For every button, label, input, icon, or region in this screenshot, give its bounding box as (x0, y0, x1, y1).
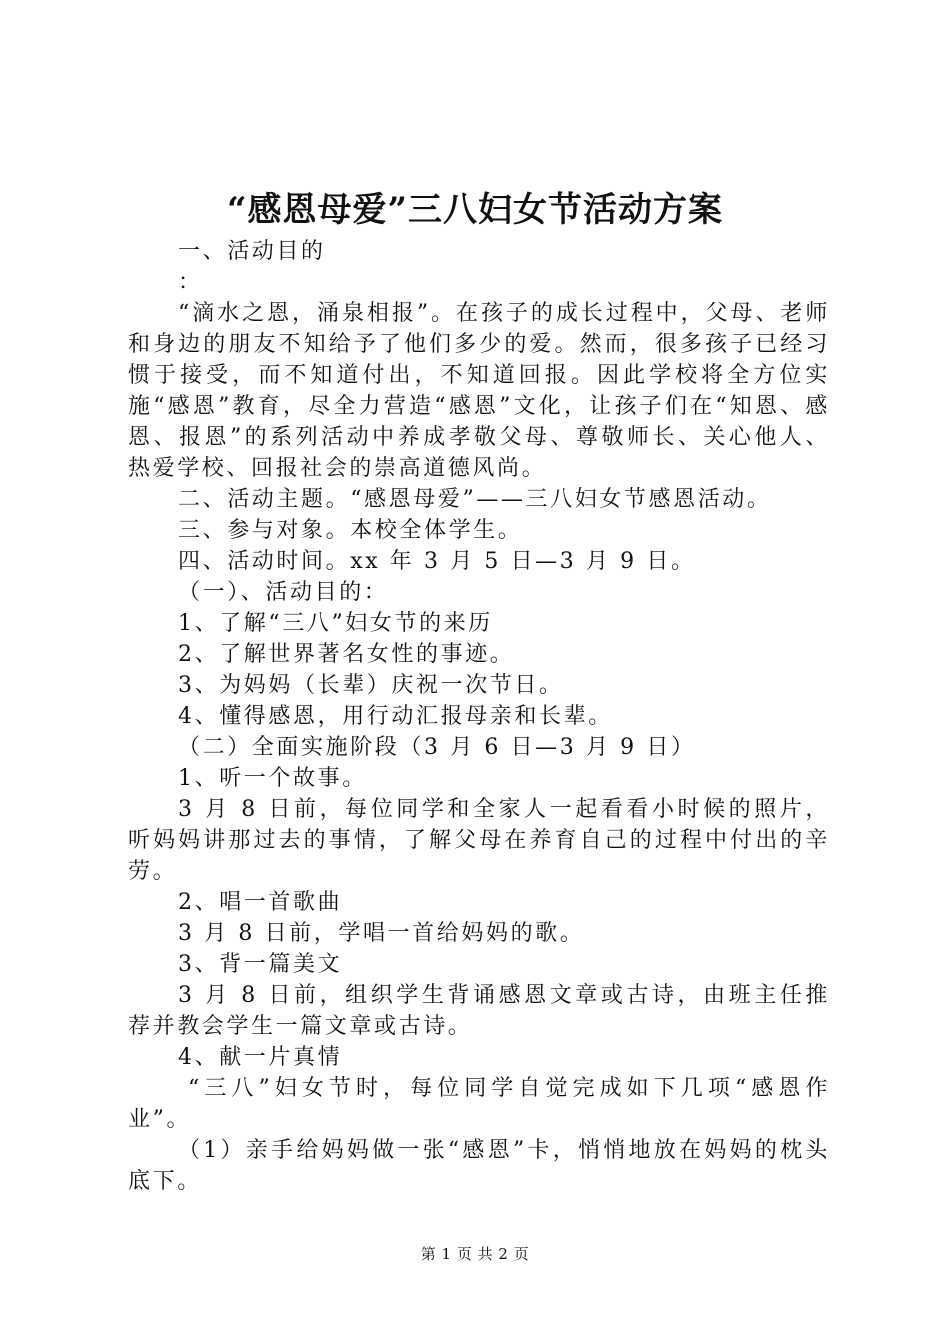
document-title: “感恩母爱”三八妇女节活动方案 (226, 190, 724, 230)
document-body (128, 236, 830, 1197)
activity-description: 3 月 8 日前，组织学生背诵感恩文章或古诗，由班主任推荐并教会学生一篇文章或古诗。 (128, 983, 830, 1039)
section-heading-theme: 二、活动主题。“感恩母爱”——三八妇女节感恩活动。 (178, 487, 772, 512)
list-item: 3、为妈妈（长辈）庆祝一次节日。 (178, 673, 564, 698)
activity-task: （1）亲手给妈妈做一张“感恩”卡，悄悄地放在妈妈的枕头底下。 (128, 1138, 830, 1194)
list-item: 2、了解世界著名女性的事迹。 (178, 642, 515, 667)
subsection-heading-goals: （一）、活动目的： (178, 580, 389, 605)
section-heading-participants: 三、参与对象。本校全体学生。 (178, 518, 523, 543)
paragraph-intro: “滴水之恩，涌泉相报”。在孩子的成长过程中，父母、老师和身边的朋友不知给予了他们多少的爱。然而，很多孩子已经习惯于接受，而不知道付出，不知道回报。因此学校将全方位实施“感恩”教育，尽全力营造“感恩”文化，让孩子们在“知恩、感恩、报恩”的系列活动中养成孝敬父母、尊敬师长、关心他人、热爱学校、回报社会的崇高道德风尚。 (128, 301, 830, 481)
activity-description: 3 月 8 日前，每位同学和全家人一起看看小时候的照片，听妈妈讲那过去的事情，了解父母在养育自己的过程中付出的辛劳。 (128, 797, 830, 884)
activity-heading: 3、背一篇美文 (178, 952, 343, 977)
activity-description: 3 月 8 日前，学唱一首给妈妈的歌。 (178, 921, 585, 946)
activity-heading: 2、唱一首歌曲 (178, 890, 343, 915)
section-heading-purpose: 一、活动目的 (178, 239, 326, 264)
activity-description: “三八”妇女节时，每位同学自觉完成如下几项“感恩作业”。 (128, 1076, 830, 1132)
subsection-heading-implementation: （二）全面实施阶段（3 月 6 日—3 月 9 日） (178, 735, 696, 760)
activity-heading: 1、听一个故事。 (178, 766, 367, 791)
page-number-footer: 第 1 页 共 2 页 (420, 1245, 530, 1263)
list-item: 4、懂得感恩，用行动汇报母亲和长辈。 (178, 704, 613, 729)
activity-heading: 4、献一片真情 (178, 1045, 343, 1070)
list-item: 1、了解“三八”妇女节的来历 (178, 611, 493, 636)
colon-line: ： (178, 270, 203, 295)
section-heading-time: 四、活动时间。xx 年 3 月 5 日—3 月 9 日。 (178, 549, 696, 574)
